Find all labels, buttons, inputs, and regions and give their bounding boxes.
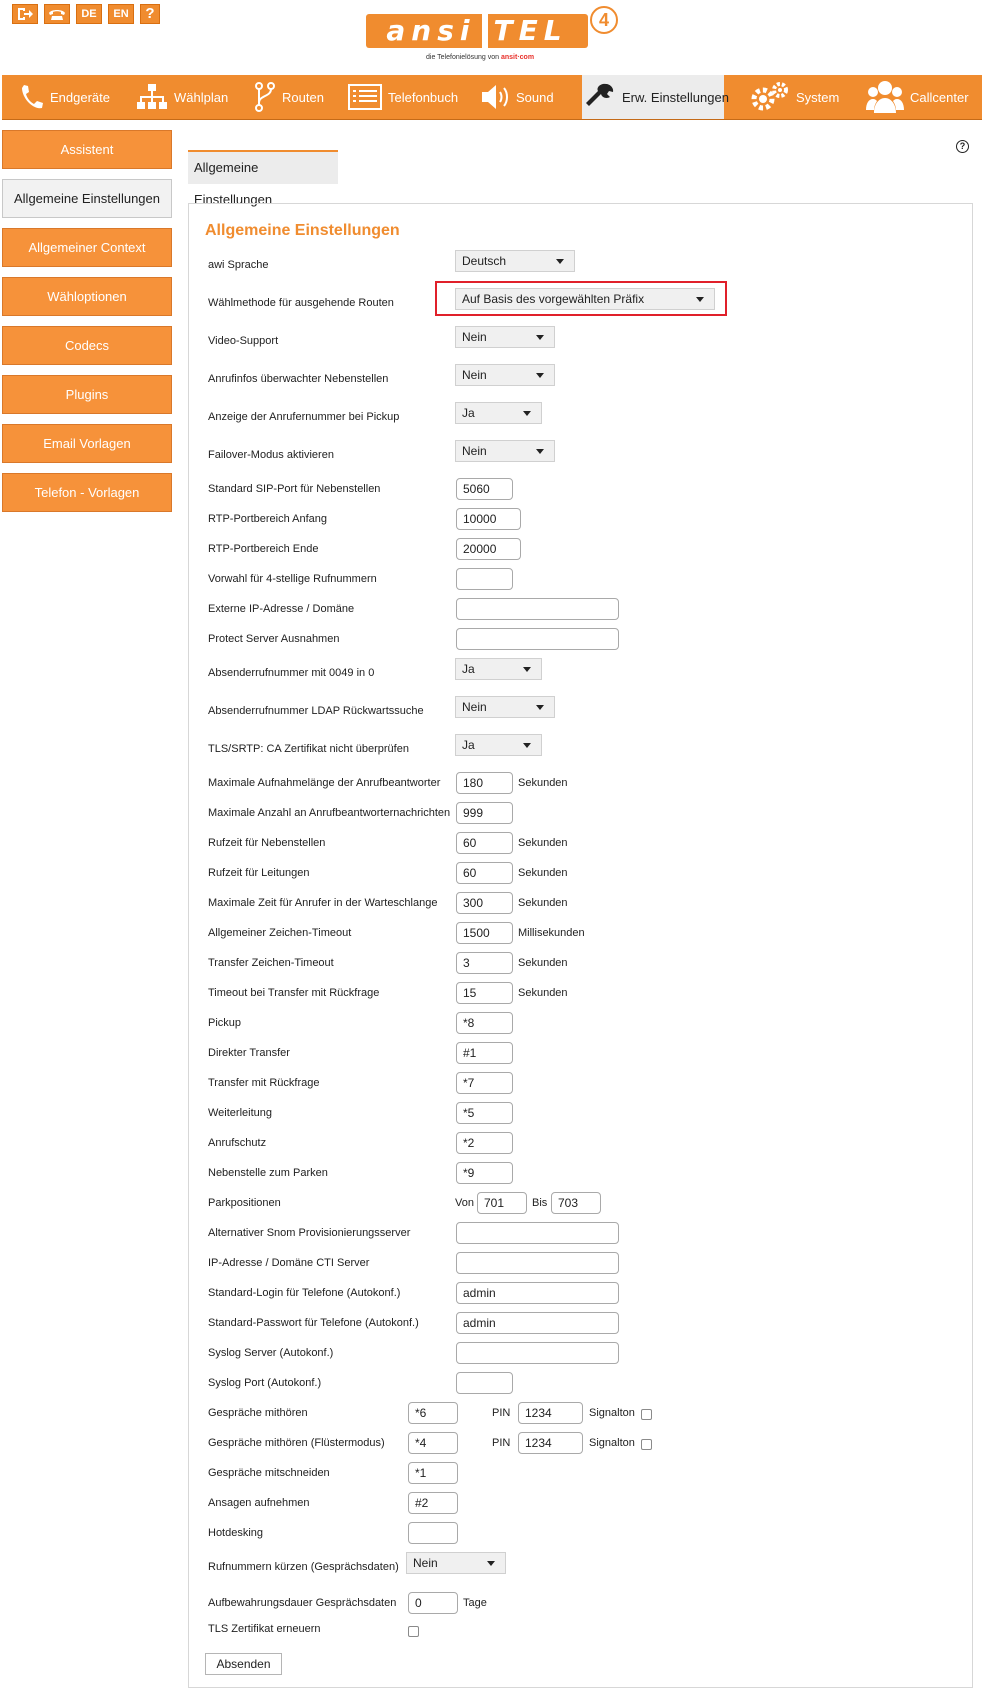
sidebar-item-assistent[interactable]: Assistent [2,130,172,169]
ansitel-logo [366,6,626,68]
sidebar-item-codecs[interactable]: Codecs [2,326,172,365]
unit-label: Sekunden [518,777,568,789]
field-label: Gespräche mithören [208,1407,308,1419]
max-anzahl-input[interactable]: 999 [456,802,513,824]
signalton-label: Signalton [589,1437,635,1449]
mithoeren-fluester-pin-input[interactable]: 1234 [518,1432,583,1454]
field-label: Alternativer Snom Provisionierungsserver [208,1227,411,1239]
field-label: Syslog Server (Autokonf.) [208,1347,334,1359]
field-label: Protect Server Ausnahmen [208,633,340,645]
tls-erneuern-checkbox[interactable] [408,1626,419,1637]
ansagen-input[interactable]: #2 [408,1492,458,1514]
logo-wordmark: ansi TEL [366,14,588,48]
select-value: Nein [462,330,487,344]
field-label: Wählmethode für ausgehende Routen [208,297,394,309]
field-label: Standard-Passwort für Telefone (Autokonf.) [208,1317,419,1329]
select-value: Nein [413,1556,438,1570]
phone-handset-icon [18,83,44,111]
timeout-rueckfrage-input[interactable]: 15 [456,982,513,1004]
field-label: Gespräche mitschneiden [208,1467,330,1479]
field-label: Video-Support [208,335,279,347]
field-label: IP-Adresse / Domäne CTI Server [208,1257,370,1269]
field-label: Parkpositionen [208,1197,281,1209]
sitemap-icon [136,83,168,111]
kuerzen-select[interactable] [406,1552,506,1574]
rufzeit-neben-input[interactable]: 60 [456,832,513,854]
absender-0049-select[interactable] [455,658,542,680]
wrench-icon [586,82,616,112]
anrufinfos-select[interactable] [455,364,555,386]
protect-input[interactable] [456,628,619,650]
transfer-rueckfrage-input[interactable]: *7 [456,1072,513,1094]
phonebook-icon [348,84,382,110]
sidebar-item-allgemeiner-context[interactable]: Allgemeiner Context [2,228,172,267]
anzeige-pickup-select[interactable] [455,402,542,424]
pin-label: PIN [492,1407,511,1419]
nav-sound[interactable] [480,75,554,119]
direkter-transfer-input[interactable]: #1 [456,1042,513,1064]
page-title: Allgemeine Einstellungen [205,222,400,239]
nav-waehlplan[interactable] [136,75,228,119]
passwort-input[interactable]: admin [456,1312,619,1334]
field-label: Rufzeit für Leitungen [208,867,310,879]
vorwahl-input[interactable] [456,568,513,590]
caret-down-icon [536,335,544,340]
caret-down-icon [536,373,544,378]
caret-down-icon [523,411,531,416]
unit-label: Sekunden [518,867,568,879]
caret-down-icon [523,743,531,748]
unit-label: Sekunden [518,837,568,849]
login-input[interactable]: admin [456,1282,619,1304]
absender-ldap-select[interactable] [455,696,555,718]
main-nav [2,75,982,120]
parken-input[interactable]: *9 [456,1162,513,1184]
select-value: Ja [462,406,475,420]
caret-down-icon [536,705,544,710]
mithoeren-input[interactable]: *6 [408,1402,458,1424]
sidebar-item-telefon-vorlagen[interactable]: Telefon - Vorlagen [2,473,172,512]
field-label: Vorwahl für 4-stellige Rufnummern [208,573,377,585]
max-aufnahme-input[interactable]: 180 [456,772,513,794]
field-label: Rufnummern kürzen (Gesprächsdaten) [208,1561,399,1573]
nav-label: Endgeräte [50,89,110,105]
field-label: Weiterleitung [208,1107,272,1119]
caret-down-icon [556,259,564,264]
field-label: Aufbewahrungsdauer Gesprächsdaten [208,1597,397,1609]
zeichen-timeout-input[interactable]: 1500 [456,922,513,944]
field-label: Ansagen aufnehmen [208,1497,310,1509]
field-label: Externe IP-Adresse / Domäne [208,603,355,615]
language-en-button[interactable]: EN [108,4,134,24]
rtp-end-input[interactable]: 20000 [456,538,521,560]
select-value: Nein [462,368,487,382]
waehlmethode-select[interactable] [455,288,715,310]
aufbewahrung-input[interactable]: 0 [408,1592,458,1614]
speaker-icon [480,83,510,111]
mithoeren-signalton-checkbox[interactable] [641,1409,652,1420]
mithoeren-fluester-signalton-checkbox[interactable] [641,1439,652,1450]
nav-system[interactable] [750,75,839,119]
pin-label: PIN [492,1437,511,1449]
field-label: Anrufinfos überwachter Nebenstellen [208,373,389,385]
ext-ip-input[interactable] [456,598,619,620]
field-label: Transfer mit Rückfrage [208,1077,320,1089]
sidebar-item-waehloptionen[interactable]: Wähloptionen [2,277,172,316]
nav-endgeraete[interactable] [18,75,110,119]
transfer-timeout-input[interactable]: 3 [456,952,513,974]
select-value: Auf Basis des vorgewählten Präfix [462,292,645,306]
park-von-input[interactable]: 701 [477,1192,527,1214]
unit-label: Tage [463,1597,487,1609]
field-label: Failover-Modus aktivieren [208,449,334,461]
weiterleitung-input[interactable]: *5 [456,1102,513,1124]
nav-label: System [796,89,840,105]
sidebar-item-allgemeine-einstellungen[interactable]: Allgemeine Einstellungen [2,179,172,218]
nav-telefonbuch[interactable] [348,75,458,119]
field-label: Anzeige der Anrufernummer bei Pickup [208,411,400,423]
logout-icon[interactable] [12,4,38,24]
field-label: Maximale Anzahl an Anrufbeantworternachrichten [208,807,451,819]
caret-down-icon [487,1561,495,1566]
tab-allgemeine-einstellungen[interactable]: Allgemeine Einstellungen [188,150,338,184]
park-bis-input[interactable]: 703 [551,1192,601,1214]
field-label: Standard-Login für Telefone (Autokonf.) [208,1287,401,1299]
logo-version-badge: 4 [590,6,618,34]
tls-ca-select[interactable] [455,734,542,756]
von-label: Von [455,1197,474,1209]
field-label: Maximale Aufnahmelänge der Anrufbeantworter [208,777,441,789]
field-label: Maximale Zeit für Anrufer in der Warteschlange [208,897,438,909]
nav-label: Wählplan [174,89,229,105]
top-toolbar [12,4,160,24]
help-button[interactable]: ? [140,4,160,24]
rtp-start-input[interactable]: 10000 [456,508,521,530]
nav-routen[interactable] [254,75,324,119]
caret-down-icon [523,667,531,672]
field-label: Nebenstelle zum Parken [208,1167,328,1179]
anrufschutz-input[interactable]: *2 [456,1132,513,1154]
select-value: Ja [462,662,475,676]
field-label: awi Sprache [208,259,269,271]
field-label: Standard SIP-Port für Nebenstellen [208,483,381,495]
nav-erw-einstellungen[interactable] [582,75,729,119]
sidebar-item-plugins[interactable]: Plugins [2,375,172,414]
field-label: Rufzeit für Nebenstellen [208,837,326,849]
pickup-input[interactable]: *8 [456,1012,513,1034]
field-label: RTP-Portbereich Ende [208,543,319,555]
caret-down-icon [696,297,704,302]
unit-label: Sekunden [518,897,568,909]
language-de-button[interactable]: DE [76,4,102,24]
unit-label: Millisekunden [518,927,585,939]
field-label: Transfer Zeichen-Timeout [208,957,334,969]
max-warteschlange-input[interactable]: 300 [456,892,513,914]
bis-label: Bis [532,1197,548,1209]
hotdesking-input[interactable] [408,1522,458,1544]
sprache-select[interactable] [455,250,575,272]
field-label: Absenderrufnummer mit 0049 in 0 [208,667,375,679]
gears-icon [750,81,790,113]
field-label: RTP-Portbereich Anfang [208,513,328,525]
field-label: Gespräche mithören (Flüstermodus) [208,1437,385,1449]
nav-label: Callcenter [910,89,969,105]
mithoeren-pin-input[interactable]: 1234 [518,1402,583,1424]
syslog-port-input[interactable] [456,1372,513,1394]
logo-tagline: die Telefonielösung von ansit·com [426,54,535,61]
select-value: Deutsch [462,254,507,268]
field-label: Direkter Transfer [208,1047,290,1059]
route-icon [254,82,276,112]
field-label: Anrufschutz [208,1137,267,1149]
nav-label: Sound [516,89,554,105]
submit-button[interactable]: Absenden [205,1653,282,1675]
signalton-label: Signalton [589,1407,635,1419]
sidebar-item-email-vorlagen[interactable]: Email Vorlagen [2,424,172,463]
users-icon [866,80,904,114]
cti-input[interactable] [456,1252,619,1274]
nav-label: Telefonbuch [388,89,459,105]
field-label: Hotdesking [208,1527,264,1539]
nav-callcenter[interactable] [866,75,969,119]
phone-icon[interactable] [44,4,70,24]
field-label: Absenderrufnummer LDAP Rückwartssuche [208,705,424,717]
sip-port-input[interactable]: 5060 [456,478,513,500]
select-value: Ja [462,738,475,752]
mitschneiden-input[interactable]: *1 [408,1462,458,1484]
failover-select[interactable] [455,440,555,462]
rufzeit-leit-input[interactable]: 60 [456,862,513,884]
snom-input[interactable] [456,1222,619,1244]
field-label: Allgemeiner Zeichen-Timeout [208,927,352,939]
field-label: Pickup [208,1017,242,1029]
field-label: Timeout bei Transfer mit Rückfrage [208,987,380,999]
field-label: TLS/SRTP: CA Zertifikat nicht überprüfen [208,743,409,755]
select-value: Nein [462,444,487,458]
field-label: Syslog Port (Autokonf.) [208,1377,322,1389]
syslog-server-input[interactable] [456,1342,619,1364]
nav-label: Routen [282,89,324,105]
unit-label: Sekunden [518,987,568,999]
mithoeren-fluester-input[interactable]: *4 [408,1432,458,1454]
settings-panel [188,203,973,1688]
unit-label: Sekunden [518,957,568,969]
caret-down-icon [536,449,544,454]
video-select[interactable] [455,326,555,348]
nav-label: Erw. Einstellungen [622,89,729,105]
help-icon[interactable]: ? [956,140,969,153]
select-value: Nein [462,700,487,714]
field-label: TLS Zertifikat erneuern [208,1623,321,1635]
